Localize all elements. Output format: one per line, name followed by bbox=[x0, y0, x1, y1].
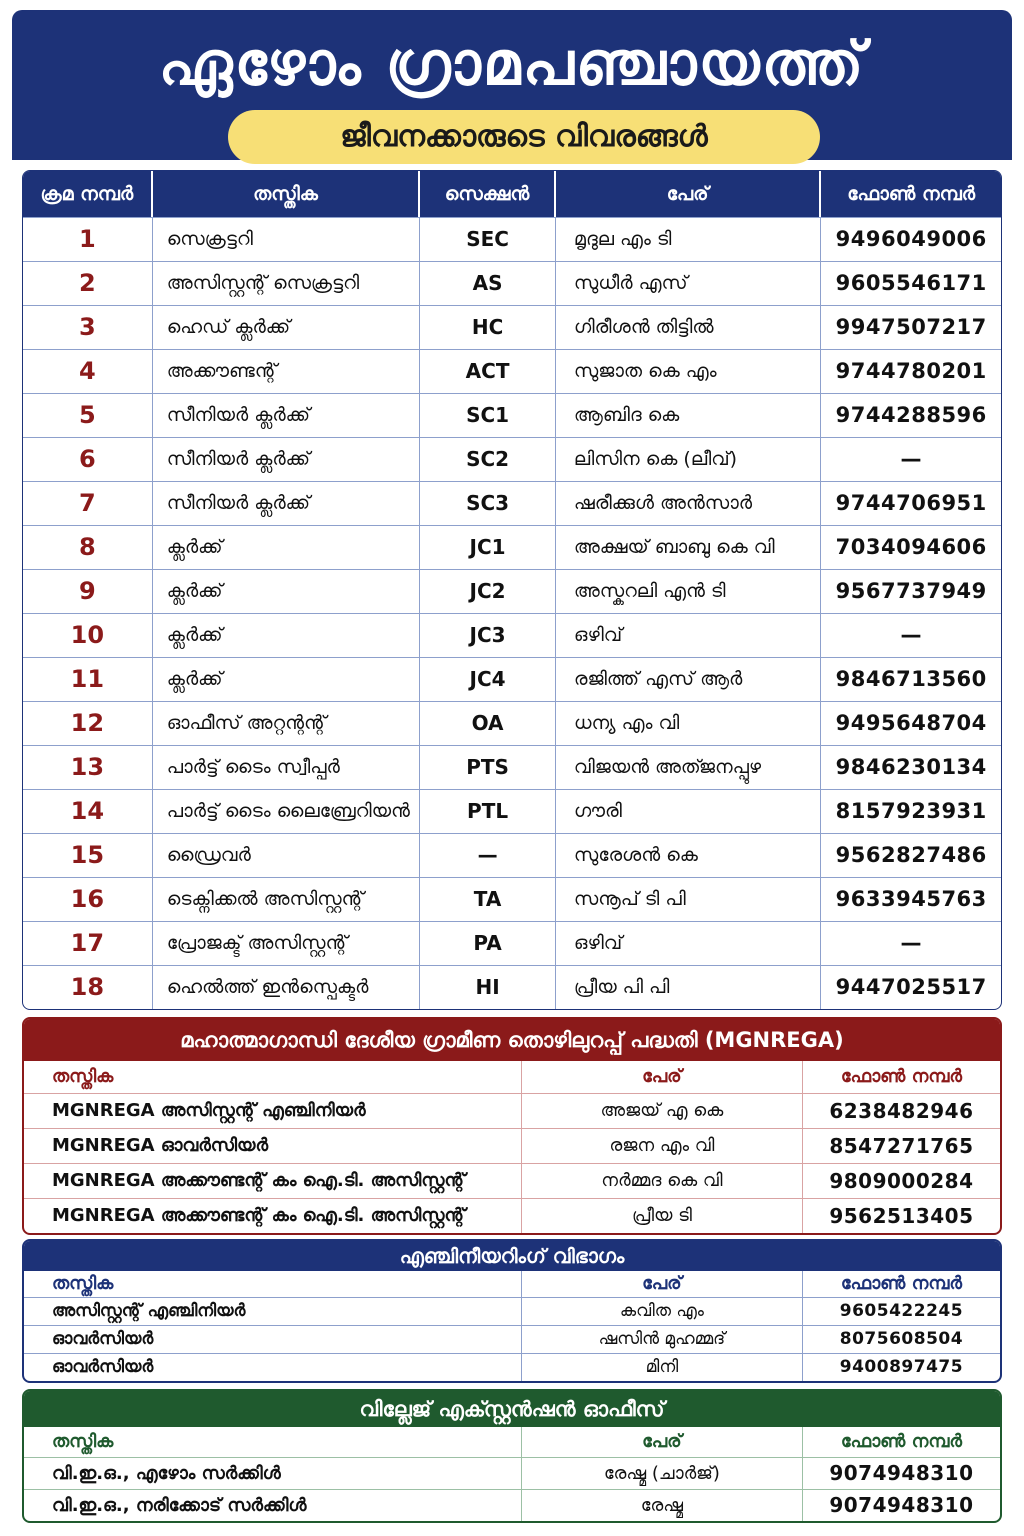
table-row bbox=[23, 657, 1001, 701]
phone-cell: 9744780201 bbox=[835, 359, 987, 383]
name-cell: മിനി bbox=[522, 1354, 803, 1381]
phone-cell: 9447025517 bbox=[835, 975, 987, 999]
name-cell: വിജയൻ അത്ജനപ്പുഴ bbox=[556, 746, 821, 789]
table-row bbox=[23, 921, 1001, 965]
column-header-section: സെക്ഷൻ bbox=[420, 171, 556, 217]
designation-cell: ഓഫീസ് അറ്റന്റന്റ് bbox=[153, 702, 420, 745]
designation-cell: അസിസ്റ്റന്റ് സെക്രട്ടറി bbox=[153, 262, 420, 305]
phone-cell: 7034094606 bbox=[835, 535, 987, 559]
designation-cell: സീനിയർ ക്ലർക്ക് bbox=[153, 394, 420, 437]
name-cell: ഒഴിവ് bbox=[556, 922, 821, 965]
staff-table-header bbox=[23, 171, 1001, 217]
designation-cell: ടെക്നിക്കൽ അസിസ്റ്റന്റ് bbox=[153, 878, 420, 921]
table-row bbox=[24, 1198, 1000, 1233]
phone-cell: 9744706951 bbox=[835, 491, 987, 515]
table-row bbox=[23, 481, 1001, 525]
serial-cell: 8 bbox=[23, 526, 153, 569]
table-row bbox=[24, 1353, 1000, 1381]
table-row bbox=[23, 789, 1001, 833]
designation-cell: ഓവർസിയർ bbox=[24, 1326, 522, 1353]
section-cell: — bbox=[420, 834, 556, 877]
designation-cell: പ്രോജക്ട് അസിസ്റ്റന്റ് bbox=[153, 922, 420, 965]
engineering-title: എഞ്ചിനീയറിംഗ് വിഭാഗം bbox=[24, 1241, 1000, 1271]
phone-cell: 9947507217 bbox=[835, 315, 987, 339]
table-row bbox=[24, 1163, 1000, 1198]
designation-cell: ക്ലർക്ക് bbox=[153, 570, 420, 613]
designation-cell: MGNREGA അക്കൗണ്ടന്റ് കം ഐ.ടി. അസിസ്റ്റന്റ് bbox=[24, 1199, 522, 1233]
serial-cell: 1 bbox=[23, 218, 153, 261]
engineering-header bbox=[24, 1271, 1000, 1297]
table-row bbox=[23, 349, 1001, 393]
name-cell: സുജാത കെ എം bbox=[556, 350, 821, 393]
village-office-title: വില്ലേജ് എക്സ്റ്റൻഷൻ ഓഫീസ് bbox=[24, 1391, 1000, 1427]
name-cell: പ്രീയ ടി bbox=[522, 1199, 803, 1233]
name-cell: ആബിദ കെ bbox=[556, 394, 821, 437]
section-cell: HC bbox=[420, 306, 556, 349]
phone-cell: 9605422245 bbox=[839, 1301, 964, 1321]
designation-cell: അസിസ്റ്റന്റ് എഞ്ചിനിയർ bbox=[24, 1298, 522, 1325]
serial-cell: 10 bbox=[23, 614, 153, 657]
serial-cell: 18 bbox=[23, 966, 153, 1009]
designation-cell: വി.ഇ.ഒ., നരിക്കോട് സർക്കിൾ bbox=[24, 1490, 522, 1521]
section-cell: PTS bbox=[420, 746, 556, 789]
name-cell: ഷസിൻ മുഹമ്മദ് bbox=[522, 1326, 803, 1353]
table-row bbox=[23, 217, 1001, 261]
name-cell: സനൂപ് ടി പി bbox=[556, 878, 821, 921]
designation-cell: ക്ലർക്ക് bbox=[153, 526, 420, 569]
section-cell: JC4 bbox=[420, 658, 556, 701]
serial-cell: 13 bbox=[23, 746, 153, 789]
phone-cell: 9496049006 bbox=[835, 227, 987, 251]
column-header-designation: തസ്തിക bbox=[24, 1061, 522, 1093]
designation-cell: പാർട്ട് ടൈം ലൈബ്രേറിയൻ bbox=[153, 790, 420, 833]
table-row bbox=[23, 525, 1001, 569]
section-cell: PTL bbox=[420, 790, 556, 833]
phone-cell: 9846230134 bbox=[835, 755, 987, 779]
phone-cell: 9605546171 bbox=[835, 271, 987, 295]
column-header-name: പേര് bbox=[522, 1427, 803, 1457]
village-office-header bbox=[24, 1427, 1000, 1457]
table-row bbox=[23, 745, 1001, 789]
serial-cell: 2 bbox=[23, 262, 153, 305]
name-cell: കവിത എം bbox=[522, 1298, 803, 1325]
serial-cell: 7 bbox=[23, 482, 153, 525]
table-row bbox=[23, 701, 1001, 745]
section-cell: ACT bbox=[420, 350, 556, 393]
serial-cell: 14 bbox=[23, 790, 153, 833]
name-cell: അസ്കറലി എൻ ടി bbox=[556, 570, 821, 613]
serial-cell: 11 bbox=[23, 658, 153, 701]
serial-cell: 4 bbox=[23, 350, 153, 393]
phone-cell: 8075608504 bbox=[839, 1329, 964, 1349]
name-cell: അക്ഷയ് ബാബു കെ വി bbox=[556, 526, 821, 569]
phone-cell: 9846713560 bbox=[835, 667, 987, 691]
designation-cell: MGNREGA അക്കൗണ്ടന്റ് കം ഐ.ടി. അസിസ്റ്റന്റ് bbox=[24, 1164, 522, 1198]
table-row bbox=[23, 393, 1001, 437]
designation-cell: സീനിയർ ക്ലർക്ക് bbox=[153, 482, 420, 525]
name-cell: മൃദുല എം ടി bbox=[556, 218, 821, 261]
header-banner bbox=[12, 10, 1012, 160]
column-header-designation: തസ്തിക bbox=[24, 1271, 522, 1297]
name-cell: പ്രീയ പി പി bbox=[556, 966, 821, 1009]
name-cell: രജന എം വി bbox=[522, 1129, 803, 1163]
designation-cell: ക്ലർക്ക് bbox=[153, 658, 420, 701]
serial-cell: 16 bbox=[23, 878, 153, 921]
serial-cell: 5 bbox=[23, 394, 153, 437]
serial-cell: 15 bbox=[23, 834, 153, 877]
section-cell: SEC bbox=[420, 218, 556, 261]
section-cell: SC1 bbox=[420, 394, 556, 437]
designation-cell: MGNREGA അസിസ്റ്റന്റ് എഞ്ചിനിയർ bbox=[24, 1094, 522, 1128]
column-header-designation: തസ്തിക bbox=[24, 1427, 522, 1457]
table-row bbox=[23, 877, 1001, 921]
section-cell: SC2 bbox=[420, 438, 556, 481]
phone-cell: 9400897475 bbox=[839, 1357, 964, 1377]
engineering-body bbox=[24, 1297, 1000, 1381]
section-cell: AS bbox=[420, 262, 556, 305]
section-cell: PA bbox=[420, 922, 556, 965]
engineering-section bbox=[22, 1239, 1002, 1383]
name-cell: സുരേശൻ കെ bbox=[556, 834, 821, 877]
name-cell: അജയ് എ കെ bbox=[522, 1094, 803, 1128]
name-cell: സുധീർ എസ് bbox=[556, 262, 821, 305]
name-cell: ഒഴിവ് bbox=[556, 614, 821, 657]
section-cell: OA bbox=[420, 702, 556, 745]
serial-cell: 12 bbox=[23, 702, 153, 745]
phone-cell: — bbox=[900, 931, 922, 955]
phone-cell: 8547271765 bbox=[829, 1134, 974, 1158]
page-subtitle: ജീവനക്കാരുടെ വിവരങ്ങൾ bbox=[228, 110, 820, 164]
serial-cell: 3 bbox=[23, 306, 153, 349]
mgnrega-body bbox=[24, 1093, 1000, 1233]
name-cell: ഷരീക്കുൾ അൻസാർ bbox=[556, 482, 821, 525]
designation-cell: അക്കൗണ്ടന്റ് bbox=[153, 350, 420, 393]
column-header-serial: ക്രമ നമ്പർ bbox=[23, 171, 153, 217]
section-cell: JC2 bbox=[420, 570, 556, 613]
column-header-phone: ഫോൺ നമ്പർ bbox=[847, 183, 976, 205]
designation-cell: MGNREGA ഓവർസിയർ bbox=[24, 1129, 522, 1163]
phone-cell: 9562827486 bbox=[835, 843, 987, 867]
table-row bbox=[23, 305, 1001, 349]
designation-cell: സെക്രട്ടറി bbox=[153, 218, 420, 261]
designation-cell: സീനിയർ ക്ലർക്ക് bbox=[153, 438, 420, 481]
name-cell: ഗൗരി bbox=[556, 790, 821, 833]
designation-cell: ഓവർസിയർ bbox=[24, 1354, 522, 1381]
table-row bbox=[24, 1297, 1000, 1325]
section-cell: JC1 bbox=[420, 526, 556, 569]
designation-cell: ഹെൽത്ത് ഇൻസ്പെക്ടർ bbox=[153, 966, 420, 1009]
phone-cell: — bbox=[900, 623, 922, 647]
table-row bbox=[23, 965, 1001, 1009]
table-row bbox=[24, 1093, 1000, 1128]
section-cell: HI bbox=[420, 966, 556, 1009]
serial-cell: 17 bbox=[23, 922, 153, 965]
table-row bbox=[23, 569, 1001, 613]
designation-cell: ക്ലർക്ക് bbox=[153, 614, 420, 657]
designation-cell: ഡ്രൈവർ bbox=[153, 834, 420, 877]
phone-cell: 6238482946 bbox=[829, 1099, 974, 1123]
staff-table bbox=[22, 170, 1002, 1010]
mgnrega-title: മഹാത്മാഗാന്ധി ദേശീയ ഗ്രാമീണ തൊഴിലുറപ്പ് പദ്ധതി (MGNREGA) bbox=[24, 1019, 1000, 1061]
table-row bbox=[23, 437, 1001, 481]
column-header-designation: തസ്തിക bbox=[153, 171, 420, 217]
serial-cell: 6 bbox=[23, 438, 153, 481]
staff-table-body bbox=[23, 217, 1001, 1009]
phone-cell: 9633945763 bbox=[835, 887, 987, 911]
name-cell: ധന്യ എം വി bbox=[556, 702, 821, 745]
table-row bbox=[24, 1325, 1000, 1353]
page-title: ഏഴോം ഗ്രാമപഞ്ചായത്ത് bbox=[158, 29, 866, 99]
mgnrega-section bbox=[22, 1017, 1002, 1235]
column-header-phone: ഫോൺ നമ്പർ bbox=[840, 1431, 962, 1452]
village-office-body bbox=[24, 1457, 1000, 1521]
column-header-name: പേര് bbox=[522, 1061, 803, 1093]
column-header-phone: ഫോൺ നമ്പർ bbox=[840, 1066, 962, 1087]
phone-cell: 9495648704 bbox=[835, 711, 987, 735]
table-row bbox=[24, 1128, 1000, 1163]
village-office-section bbox=[22, 1389, 1002, 1523]
phone-cell: 9567737949 bbox=[835, 579, 987, 603]
table-row bbox=[23, 613, 1001, 657]
phone-cell: 9074948310 bbox=[829, 1493, 974, 1517]
table-row bbox=[23, 261, 1001, 305]
serial-cell: 9 bbox=[23, 570, 153, 613]
phone-cell: — bbox=[900, 447, 922, 471]
phone-cell: 9562513405 bbox=[829, 1204, 974, 1228]
section-cell: TA bbox=[420, 878, 556, 921]
column-header-name: പേര് bbox=[556, 171, 821, 217]
phone-cell: 9809000284 bbox=[829, 1169, 974, 1193]
designation-cell: വി.ഇ.ഒ., എഴോം സർക്കിൾ bbox=[24, 1458, 522, 1489]
name-cell: ഗിരീശൻ തിട്ടിൽ bbox=[556, 306, 821, 349]
name-cell: നർമ്മദ കെ വി bbox=[522, 1164, 803, 1198]
name-cell: ലിസിന കെ (ലീവ്) bbox=[556, 438, 821, 481]
name-cell: രേഷ്മ bbox=[522, 1490, 803, 1521]
table-row bbox=[24, 1489, 1000, 1521]
name-cell: രേഷ്മ (ചാർജ്) bbox=[522, 1458, 803, 1489]
column-header-phone: ഫോൺ നമ്പർ bbox=[840, 1273, 962, 1294]
designation-cell: പാർട്ട് ടൈം സ്വീപ്പർ bbox=[153, 746, 420, 789]
phone-cell: 9074948310 bbox=[829, 1461, 974, 1485]
column-header-name: പേര് bbox=[522, 1271, 803, 1297]
name-cell: രജിത്ത് എസ് ആർ bbox=[556, 658, 821, 701]
designation-cell: ഹെഡ് ക്ലർക്ക് bbox=[153, 306, 420, 349]
phone-cell: 8157923931 bbox=[835, 799, 987, 823]
table-row bbox=[24, 1457, 1000, 1489]
mgnrega-header bbox=[24, 1061, 1000, 1093]
section-cell: JC3 bbox=[420, 614, 556, 657]
section-cell: SC3 bbox=[420, 482, 556, 525]
phone-cell: 9744288596 bbox=[835, 403, 987, 427]
table-row bbox=[23, 833, 1001, 877]
